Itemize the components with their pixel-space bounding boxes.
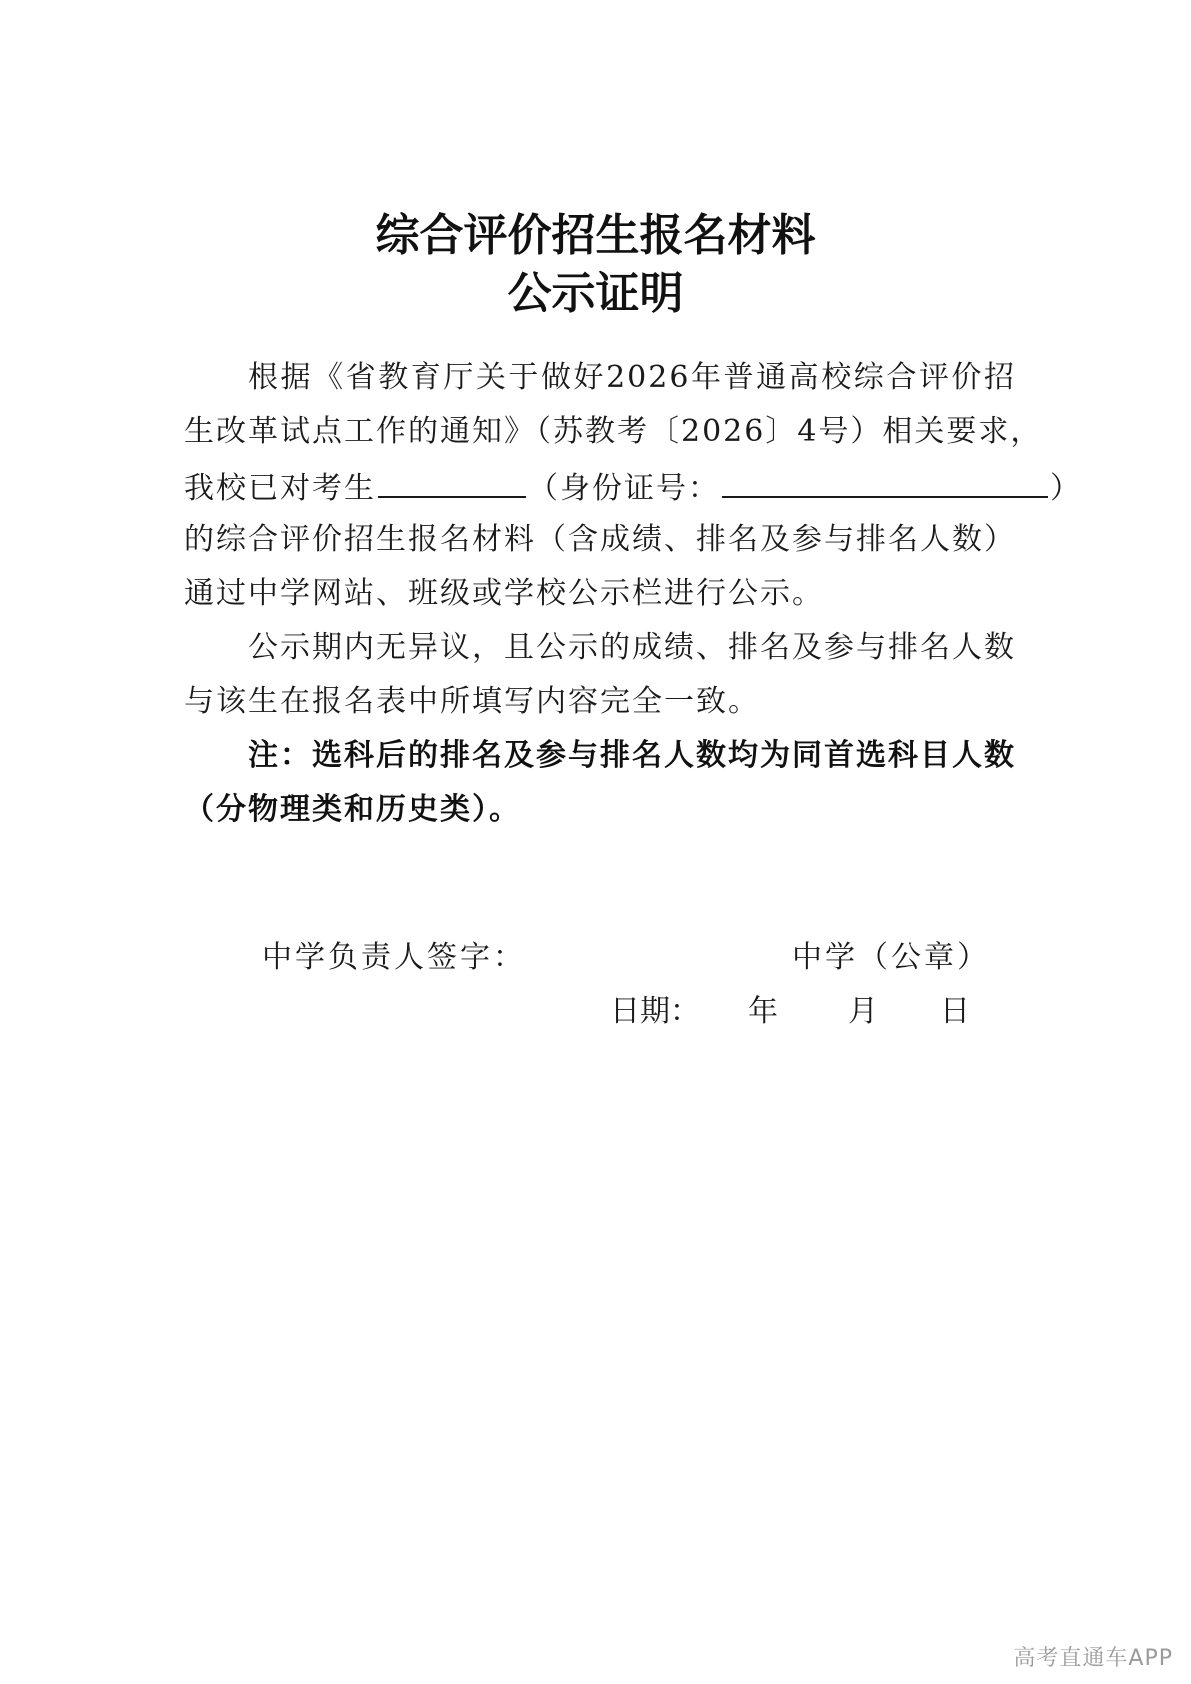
paragraph-1-line-4: 的综合评价招生报名材料（含成绩、排名及参与排名人数） xyxy=(184,522,1016,557)
student-name-blank[interactable] xyxy=(378,466,526,498)
id-number-blank[interactable] xyxy=(722,466,1048,498)
school-seal-label: 中学（公章） xyxy=(792,940,990,975)
document-title: 综合评价招生报名材料 xyxy=(375,210,816,261)
date-day: 日 xyxy=(940,994,970,1029)
date-year: 年 xyxy=(748,994,778,1029)
paragraph-1-line-5: 通过中学网站、班级或学校公示栏进行公示。 xyxy=(184,576,824,611)
id-close-paren: ） xyxy=(1050,471,1082,506)
note-line-1: 注：选科后的排名及参与排名人数均为同首选科目人数 xyxy=(248,738,1016,773)
paragraph-2-line-1: 公示期内无异议，且公示的成绩、排名及参与排名人数 xyxy=(248,630,1016,665)
app-watermark: 高考直通车APP xyxy=(1013,1646,1173,1671)
student-intro-text: 我校已对考生 xyxy=(184,471,376,506)
document-subtitle: 公示证明 xyxy=(507,268,684,319)
principal-signature-label: 中学负责人签字： xyxy=(262,940,526,975)
date-month: 月 xyxy=(848,994,878,1029)
id-number-label: （身份证号： xyxy=(528,471,720,506)
paragraph-1-line-1: 根据《省教育厅关于做好2026年普通高校综合评价招 xyxy=(248,360,1016,395)
paragraph-2-line-2: 与该生在报名表中所填写内容完全一致。 xyxy=(184,684,760,719)
paragraph-1-line-2: 生改革试点工作的通知》（苏教考〔2026〕4号）相关要求， xyxy=(184,414,1043,449)
paragraph-1-line-3 xyxy=(184,466,1082,509)
date-label: 日期： xyxy=(610,994,700,1029)
note-line-2: （分物理类和历史类）。 xyxy=(184,792,521,827)
